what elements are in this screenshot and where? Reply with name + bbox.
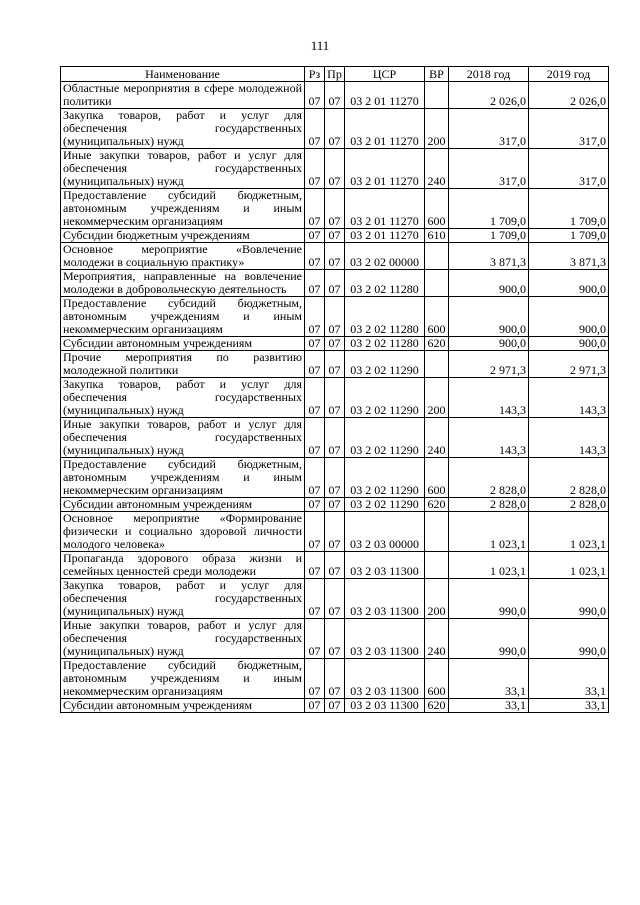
budget-table [60, 66, 609, 713]
cell-csr: 03 2 02 11280 [345, 297, 425, 337]
cell-pr: 07 [325, 378, 345, 418]
table-row [61, 351, 609, 378]
cell-pr: 07 [325, 498, 345, 512]
table-row [61, 552, 609, 579]
cell-rz: 07 [305, 512, 325, 552]
cell-name: Основное мероприятие «Вовлечение молодежи в социальную практику» [61, 243, 305, 270]
cell-name: Областные мероприятия в сфере молодежной политики [61, 82, 305, 109]
cell-csr: 03 2 01 11270 [345, 82, 425, 109]
cell-rz: 07 [305, 337, 325, 351]
cell-name: Иные закупки товаров, работ и услуг для обеспечения государственных (муниципальных) нужд [61, 149, 305, 189]
cell-2019: 317,0 [529, 109, 609, 149]
cell-rz: 07 [305, 579, 325, 619]
cell-2019: 2 828,0 [529, 498, 609, 512]
cell-vr: 600 [425, 659, 449, 699]
cell-vr: 610 [425, 229, 449, 243]
cell-pr: 07 [325, 552, 345, 579]
cell-2019: 33,1 [529, 659, 609, 699]
cell-csr: 03 2 03 00000 [345, 512, 425, 552]
cell-vr: 200 [425, 579, 449, 619]
table-row [61, 579, 609, 619]
cell-pr: 07 [325, 109, 345, 149]
cell-name: Предоставление субсидий бюджетным, автономным учреждениям и иным некоммерческим организациям [61, 189, 305, 229]
cell-name: Закупка товаров, работ и услуг для обеспечения государственных (муниципальных) нужд [61, 109, 305, 149]
cell-rz: 07 [305, 498, 325, 512]
cell-2018: 143,3 [449, 378, 529, 418]
cell-pr: 07 [325, 229, 345, 243]
cell-2018: 900,0 [449, 297, 529, 337]
cell-vr [425, 82, 449, 109]
column-header-2018: 2018 год [449, 67, 529, 82]
cell-2019: 900,0 [529, 297, 609, 337]
cell-2018: 3 871,3 [449, 243, 529, 270]
cell-2018: 900,0 [449, 337, 529, 351]
cell-2018: 900,0 [449, 270, 529, 297]
table-row [61, 229, 609, 243]
cell-2019: 1 023,1 [529, 552, 609, 579]
cell-rz: 07 [305, 243, 325, 270]
cell-csr: 03 2 02 11290 [345, 458, 425, 498]
cell-name: Пропаганда здорового образа жизни и семейных ценностей среди молодежи [61, 552, 305, 579]
cell-pr: 07 [325, 337, 345, 351]
cell-vr [425, 351, 449, 378]
cell-2019: 143,3 [529, 378, 609, 418]
cell-rz: 07 [305, 270, 325, 297]
cell-pr: 07 [325, 270, 345, 297]
cell-2019: 990,0 [529, 619, 609, 659]
cell-csr: 03 2 03 11300 [345, 659, 425, 699]
cell-pr: 07 [325, 619, 345, 659]
cell-csr: 03 2 01 11270 [345, 229, 425, 243]
cell-csr: 03 2 02 00000 [345, 243, 425, 270]
cell-2018: 33,1 [449, 659, 529, 699]
cell-2019: 900,0 [529, 270, 609, 297]
table-row [61, 378, 609, 418]
cell-2018: 317,0 [449, 109, 529, 149]
column-header-2019: 2019 год [529, 67, 609, 82]
cell-csr: 03 2 03 11300 [345, 552, 425, 579]
cell-2018: 1 023,1 [449, 552, 529, 579]
table-row [61, 458, 609, 498]
column-header-csr: ЦСР [345, 67, 425, 82]
cell-2019: 3 871,3 [529, 243, 609, 270]
cell-pr: 07 [325, 149, 345, 189]
cell-vr [425, 552, 449, 579]
cell-rz: 07 [305, 619, 325, 659]
cell-name: Иные закупки товаров, работ и услуг для обеспечения государственных (муниципальных) нужд [61, 619, 305, 659]
cell-csr: 03 2 02 11290 [345, 498, 425, 512]
cell-pr: 07 [325, 659, 345, 699]
table-row [61, 337, 609, 351]
table-row [61, 418, 609, 458]
cell-rz: 07 [305, 297, 325, 337]
cell-2019: 2 971,3 [529, 351, 609, 378]
cell-pr: 07 [325, 82, 345, 109]
cell-2019: 990,0 [529, 579, 609, 619]
table-row [61, 109, 609, 149]
cell-vr: 200 [425, 109, 449, 149]
table-row [61, 659, 609, 699]
table-row [61, 82, 609, 109]
cell-csr: 03 2 03 11300 [345, 619, 425, 659]
cell-pr: 07 [325, 297, 345, 337]
cell-vr: 620 [425, 699, 449, 713]
cell-vr: 240 [425, 149, 449, 189]
table-row [61, 189, 609, 229]
table-row [61, 297, 609, 337]
cell-vr: 240 [425, 418, 449, 458]
cell-csr: 03 2 02 11290 [345, 378, 425, 418]
cell-rz: 07 [305, 418, 325, 458]
cell-pr: 07 [325, 579, 345, 619]
table-row [61, 699, 609, 713]
cell-rz: 07 [305, 659, 325, 699]
cell-2018: 990,0 [449, 579, 529, 619]
cell-csr: 03 2 02 11290 [345, 351, 425, 378]
table-row [61, 498, 609, 512]
cell-vr [425, 243, 449, 270]
cell-csr: 03 2 01 11270 [345, 149, 425, 189]
cell-rz: 07 [305, 552, 325, 579]
cell-2019: 900,0 [529, 337, 609, 351]
table-row [61, 512, 609, 552]
cell-rz: 07 [305, 149, 325, 189]
cell-name: Субсидии автономным учреждениям [61, 699, 305, 713]
cell-name: Закупка товаров, работ и услуг для обеспечения государственных (муниципальных) нужд [61, 378, 305, 418]
cell-csr: 03 2 02 11280 [345, 270, 425, 297]
cell-csr: 03 2 01 11270 [345, 109, 425, 149]
cell-csr: 03 2 02 11290 [345, 418, 425, 458]
cell-vr: 600 [425, 189, 449, 229]
cell-2018: 2 971,3 [449, 351, 529, 378]
cell-2018: 1 709,0 [449, 229, 529, 243]
cell-rz: 07 [305, 82, 325, 109]
cell-csr: 03 2 01 11270 [345, 189, 425, 229]
cell-2018: 33,1 [449, 699, 529, 713]
cell-vr [425, 270, 449, 297]
cell-csr: 03 2 03 11300 [345, 699, 425, 713]
cell-2018: 2 828,0 [449, 458, 529, 498]
cell-2018: 143,3 [449, 418, 529, 458]
cell-2019: 33,1 [529, 699, 609, 713]
cell-rz: 07 [305, 189, 325, 229]
cell-2019: 143,3 [529, 418, 609, 458]
cell-2018: 2 026,0 [449, 82, 529, 109]
cell-rz: 07 [305, 229, 325, 243]
table-row [61, 270, 609, 297]
cell-pr: 07 [325, 189, 345, 229]
cell-name: Закупка товаров, работ и услуг для обеспечения государственных (муниципальных) нужд [61, 579, 305, 619]
cell-name: Предоставление субсидий бюджетным, автономным учреждениям и иным некоммерческим организациям [61, 458, 305, 498]
cell-2018: 990,0 [449, 619, 529, 659]
column-header-rz: Рз [305, 67, 325, 82]
cell-pr: 07 [325, 512, 345, 552]
cell-name: Субсидии бюджетным учреждениям [61, 229, 305, 243]
column-header-name: Наименование [61, 67, 305, 82]
cell-pr: 07 [325, 699, 345, 713]
cell-vr: 200 [425, 378, 449, 418]
cell-rz: 07 [305, 699, 325, 713]
cell-csr: 03 2 03 11300 [345, 579, 425, 619]
cell-2019: 317,0 [529, 149, 609, 189]
cell-vr: 620 [425, 498, 449, 512]
cell-2019: 2 828,0 [529, 458, 609, 498]
column-header-vr: ВР [425, 67, 449, 82]
cell-rz: 07 [305, 109, 325, 149]
cell-2018: 317,0 [449, 149, 529, 189]
table-body [61, 82, 609, 713]
cell-2019: 2 026,0 [529, 82, 609, 109]
cell-name: Субсидии автономным учреждениям [61, 498, 305, 512]
cell-name: Мероприятия, направленные на вовлечение молодежи в добровольческую деятельность [61, 270, 305, 297]
table-row [61, 619, 609, 659]
cell-name: Иные закупки товаров, работ и услуг для обеспечения государственных (муниципальных) нужд [61, 418, 305, 458]
cell-name: Прочие мероприятия по развитию молодежной политики [61, 351, 305, 378]
cell-2019: 1 709,0 [529, 189, 609, 229]
cell-name: Предоставление субсидий бюджетным, автономным учреждениям и иным некоммерческим организациям [61, 297, 305, 337]
cell-name: Субсидии автономным учреждениям [61, 337, 305, 351]
cell-vr: 240 [425, 619, 449, 659]
cell-rz: 07 [305, 378, 325, 418]
cell-csr: 03 2 02 11280 [345, 337, 425, 351]
cell-2018: 1 709,0 [449, 189, 529, 229]
cell-vr: 600 [425, 297, 449, 337]
table-header [61, 67, 609, 82]
cell-pr: 07 [325, 458, 345, 498]
cell-vr: 620 [425, 337, 449, 351]
table-row [61, 243, 609, 270]
table-row [61, 149, 609, 189]
cell-rz: 07 [305, 351, 325, 378]
cell-2019: 1 023,1 [529, 512, 609, 552]
cell-vr: 600 [425, 458, 449, 498]
cell-2018: 1 023,1 [449, 512, 529, 552]
column-header-pr: Пр [325, 67, 345, 82]
cell-2019: 1 709,0 [529, 229, 609, 243]
cell-pr: 07 [325, 418, 345, 458]
cell-vr [425, 512, 449, 552]
page-number: 111 [310, 38, 330, 53]
cell-name: Предоставление субсидий бюджетным, автономным учреждениям и иным некоммерческим организациям [61, 659, 305, 699]
cell-2018: 2 828,0 [449, 498, 529, 512]
cell-pr: 07 [325, 351, 345, 378]
cell-rz: 07 [305, 458, 325, 498]
cell-pr: 07 [325, 243, 345, 270]
cell-name: Основное мероприятие «Формирование физически и социально здоровой личности молодого человека» [61, 512, 305, 552]
